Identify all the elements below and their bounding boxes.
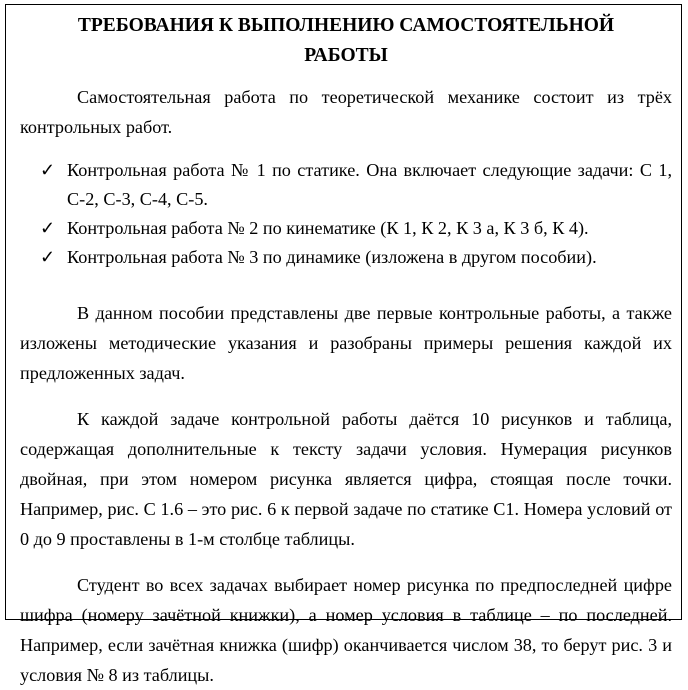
checklist-item-text: Контрольная работа № 3 по динамике (изложена в другом пособии). [67, 247, 597, 267]
check-icon: ✓ [40, 160, 56, 180]
checklist-item [20, 156, 672, 214]
check-icon: ✓ [40, 218, 56, 238]
title-line-2: РАБОТЫ [304, 45, 388, 66]
paragraph-variant-selection: Студент во всех задачах выбирает номер рисунка по предпоследней цифре шифра (номеру зачётной книжки), а номер условия в таблице – по последней. Например, если зачётная книжка (шифр) оканчивается числом 38, то берут рис. 3 и условия № 8 из таблицы. [20, 575, 672, 685]
check-icon: ✓ [40, 247, 56, 267]
document-title [20, 11, 672, 71]
checklist-item [20, 214, 672, 243]
checklist-item-text: Контрольная работа № 1 по статике. Она включает следующие задачи: С 1, С-2, С-3, С-4, С-5. [67, 160, 672, 209]
checklist-item [20, 243, 672, 272]
intro-paragraph: Самостоятельная работа по теоретической механике состоит из трёх контрольных работ. [20, 87, 672, 137]
checklist-item-text: Контрольная работа № 2 по кинематике (К 1, К 2, К 3 а, К 3 б, К 4). [67, 218, 589, 238]
title-line-1: ТРЕБОВАНИЯ К ВЫПОЛНЕНИЮ САМОСТОЯТЕЛЬНОЙ [77, 15, 615, 36]
paragraph-figures: К каждой задаче контрольной работы даётся 10 рисунков и таблица, содержащая дополнительные к тексту задачи условия. Нумерация рисунков двойная, при этом номером рисунка является цифра, стоящая после точки. Например, рис. С 1.6 – это рис. 6 к первой задаче по статике С1. Номера условий от 0 до 9 проставлены в 1-м столбце таблицы. [20, 409, 672, 549]
checklist [20, 156, 672, 272]
paragraph-materials: В данном пособии представлены две первые контрольные работы, а также изложены методические указания и разобраны примеры решения каждой их предложенных задач. [20, 303, 672, 383]
document-frame [5, 4, 682, 685]
document-body [20, 11, 672, 690]
